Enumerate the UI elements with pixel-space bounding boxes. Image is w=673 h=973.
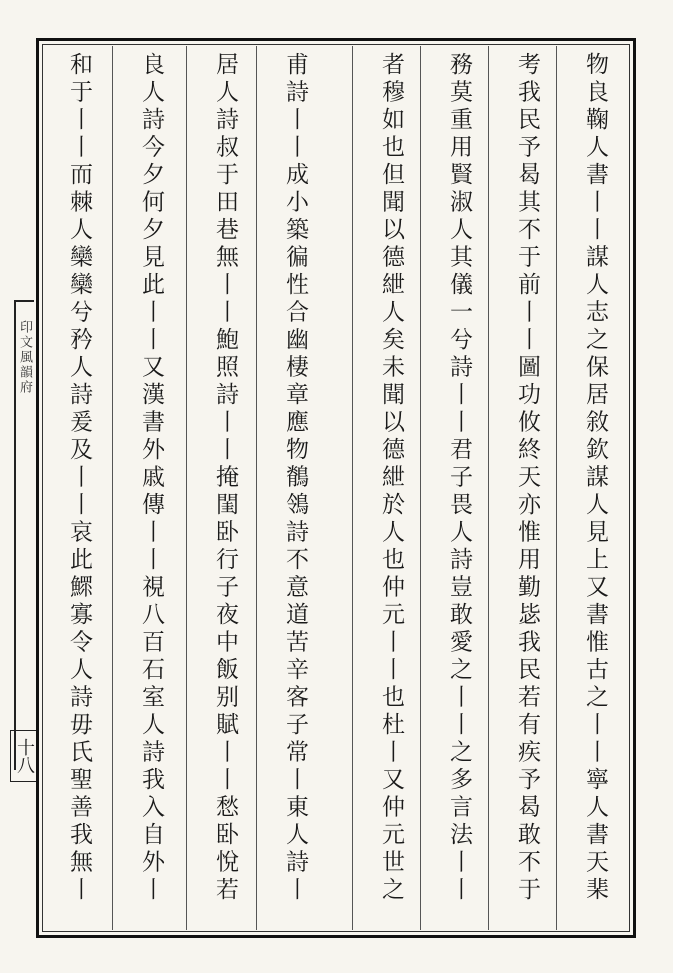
text-column-3: 務莫重用賢淑人其儀一兮詩丨丨君子畏人詩豈敢愛之丨丨之多言法丨丨 (446, 52, 472, 905)
column-rule (420, 46, 421, 930)
text-column-7: 良人詩今夕何夕見此丨丨又漢書外戚傳丨丨視八百石室人詩我入自外丨 (138, 52, 164, 905)
text-column-5: 甫詩丨丨成小築徧性合幽棲章應物鶺鴒詩不意道苦辛客子常丨東人詩丨 (282, 52, 308, 905)
text-column-1: 物良鞠人書丨丨謀人志之保居敘欽謀人見上又書惟古之丨丨寧人書天棐 (582, 52, 608, 905)
column-rule (556, 46, 557, 930)
text-column-6: 居人詩叔于田巷無丨丨鮑照詩丨丨掩閨卧行子夜中飯别賦丨丨愁卧悅若 (212, 52, 238, 905)
text-column-4: 者穆如也但聞以德紲人矣未聞以德紲於人也仲元丨丨也杜丨又仲元世之 (378, 52, 404, 905)
column-rule (488, 46, 489, 930)
text-column-8: 和于丨丨而棘人欒欒兮矜人詩爰及丨丨哀此鰥寡令人詩毋氏聖善我無丨 (66, 52, 92, 905)
column-rule (186, 46, 187, 930)
column-rule (256, 46, 257, 930)
column-rule (112, 46, 113, 930)
folio-number: 十八 (10, 730, 36, 782)
text-column-2: 考我民予曷其不于前丨丨圖功攸終天亦惟用勤毖我民若有疾予曷敢不于 (514, 52, 540, 905)
gutter-title: 印文風韻府 (17, 320, 32, 395)
column-rule (352, 46, 353, 930)
